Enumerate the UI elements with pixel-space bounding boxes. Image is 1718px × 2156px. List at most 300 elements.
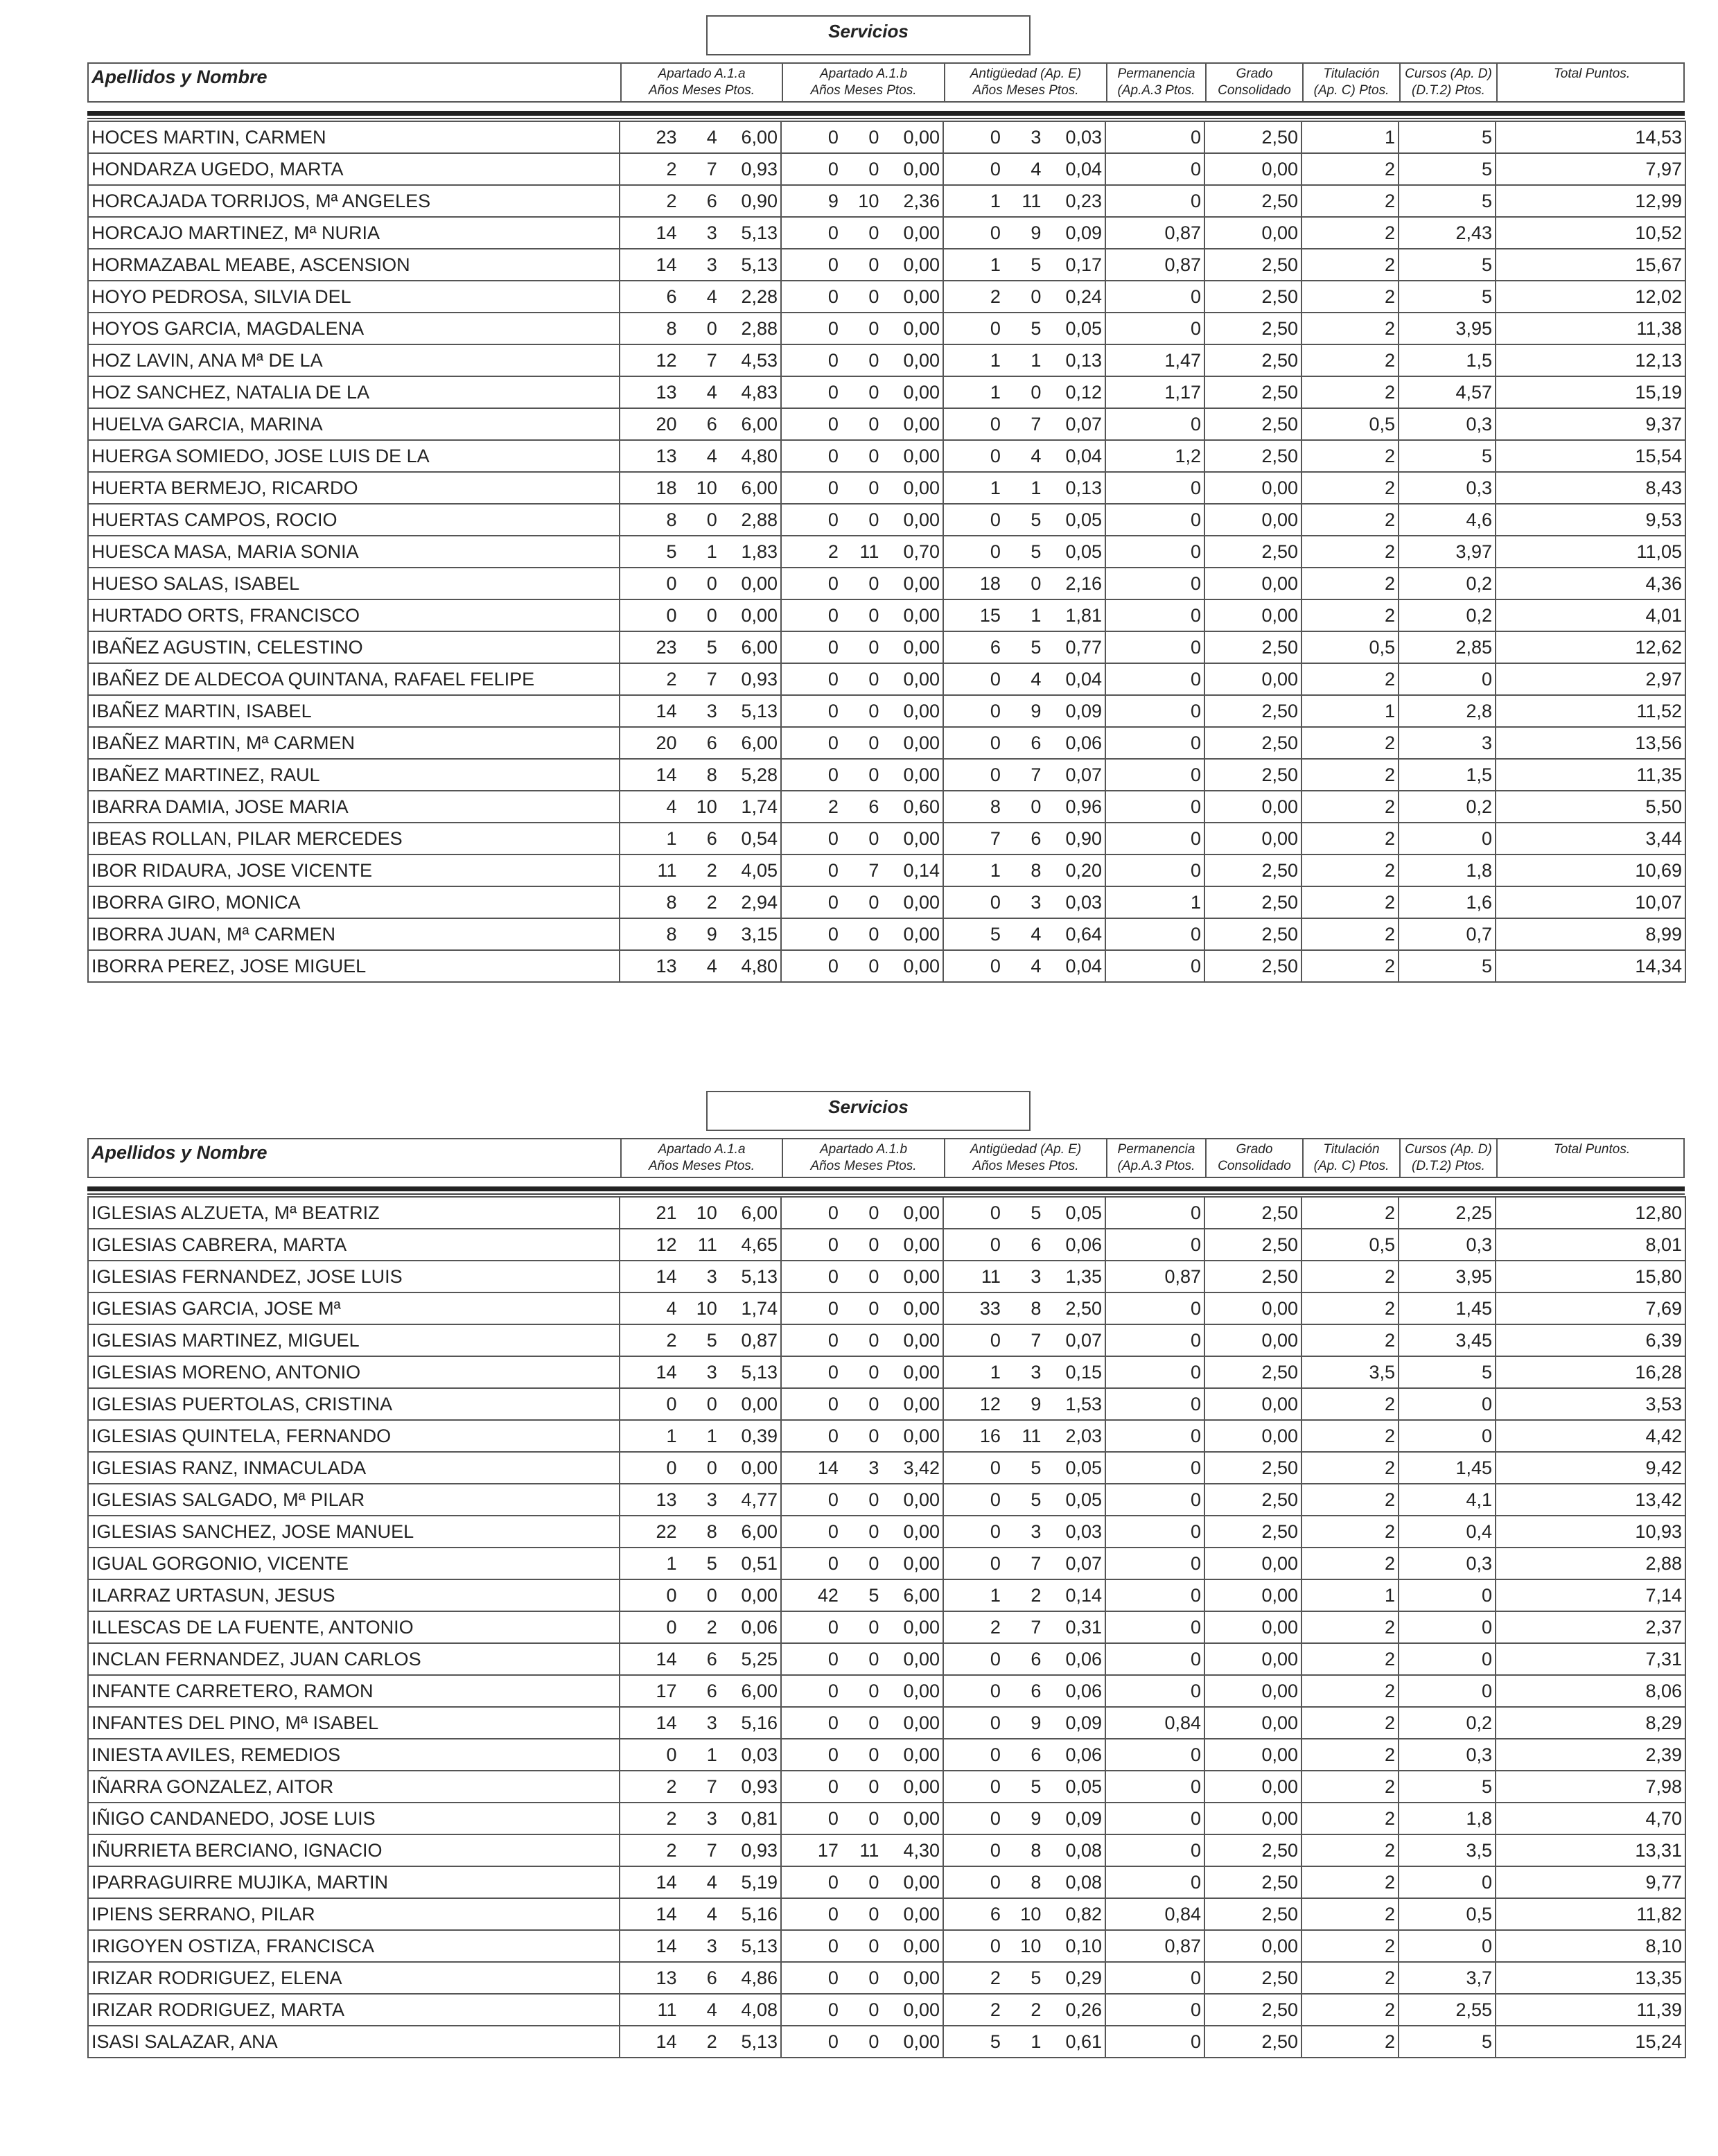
column-header-line2: Años Meses Ptos. xyxy=(810,1159,917,1173)
cell-value: 6,00 xyxy=(741,1520,778,1542)
years-months-points xyxy=(781,1675,943,1707)
cell-value: 0 xyxy=(827,1648,839,1669)
cell-value: 0 xyxy=(827,222,839,243)
cell-value: 6 xyxy=(706,1648,717,1669)
years-months-points xyxy=(781,1834,943,1866)
person-name: IÑARRA GONZALEZ, AITOR xyxy=(88,1771,620,1803)
total-points: 9,37 xyxy=(1496,408,1685,440)
cell-value: 0 xyxy=(868,317,879,339)
total-points: 11,38 xyxy=(1496,313,1685,344)
cell-value: 2 xyxy=(706,891,717,913)
years-months-points xyxy=(943,823,1105,854)
points-value: 5 xyxy=(1399,950,1496,982)
years-months-points xyxy=(781,568,943,599)
table-row xyxy=(88,2026,1685,2058)
person-name: IGUAL GORGONIO, VICENTE xyxy=(88,1548,620,1579)
points-value: 0 xyxy=(1105,2026,1204,2058)
cell-value: 0,06 xyxy=(1065,1744,1102,1765)
years-months-points xyxy=(943,1962,1105,1994)
person-name: IBORRA GIRO, MONICA xyxy=(88,886,620,918)
table-row xyxy=(88,950,1685,982)
years-months-points xyxy=(620,344,781,376)
total-points: 11,05 xyxy=(1496,536,1685,568)
total-points: 11,35 xyxy=(1496,759,1685,791)
cell-value: 8 xyxy=(666,509,677,530)
cell-value: 0 xyxy=(1031,796,1042,817)
points-value: 0 xyxy=(1105,1484,1204,1516)
points-value: 2,50 xyxy=(1204,886,1301,918)
person-name: HUERTA BERMEJO, RICARDO xyxy=(88,472,620,504)
points-value: 0 xyxy=(1105,1388,1204,1420)
cell-value: 1 xyxy=(990,859,1001,881)
points-value: 2 xyxy=(1301,1261,1399,1292)
cell-value: 4 xyxy=(1031,923,1042,945)
years-months-points xyxy=(943,759,1105,791)
table-row xyxy=(88,281,1685,313)
years-months-points xyxy=(620,504,781,536)
cell-value: 4,80 xyxy=(741,445,778,466)
cell-value: 18 xyxy=(979,572,1001,594)
years-months-points xyxy=(781,854,943,886)
cell-value: 20 xyxy=(656,732,677,753)
cell-value: 2 xyxy=(990,286,1001,307)
cell-value: 5 xyxy=(1031,1776,1042,1797)
points-value: 0 xyxy=(1399,1643,1496,1675)
cell-value: 0 xyxy=(827,1234,839,1255)
points-value: 5 xyxy=(1399,2026,1496,2058)
points-value: 2 xyxy=(1301,1834,1399,1866)
cell-value: 0,00 xyxy=(903,1807,940,1829)
cell-value: 1,53 xyxy=(1065,1393,1102,1414)
cell-value: 0,00 xyxy=(903,1234,940,1255)
years-months-points xyxy=(943,344,1105,376)
cell-value: 0 xyxy=(868,445,879,466)
cell-value: 0,06 xyxy=(741,1616,778,1638)
cell-value: 3 xyxy=(1031,891,1042,913)
points-value: 0,3 xyxy=(1399,472,1496,504)
points-value: 5 xyxy=(1399,249,1496,281)
years-months-points xyxy=(781,2026,943,2058)
cell-value: 8 xyxy=(666,891,677,913)
cell-value: 2 xyxy=(706,2031,717,2052)
points-value: 2,50 xyxy=(1204,727,1301,759)
points-value: 3,5 xyxy=(1301,1356,1399,1388)
points-value: 2,50 xyxy=(1204,1866,1301,1898)
cell-value: 1 xyxy=(1031,604,1042,626)
years-months-points xyxy=(620,1579,781,1611)
cell-value: 0 xyxy=(990,509,1001,530)
cell-value: 0,00 xyxy=(903,1903,940,1925)
total-points: 11,39 xyxy=(1496,1994,1685,2026)
years-months-points xyxy=(781,1962,943,1994)
cell-value: 0 xyxy=(868,636,879,658)
cell-value: 5,16 xyxy=(741,1903,778,1925)
cell-value: 6 xyxy=(706,190,717,211)
years-months-points xyxy=(943,1292,1105,1324)
years-months-points xyxy=(620,1675,781,1707)
column-header-line1: Grado xyxy=(1236,1142,1273,1157)
years-months-points xyxy=(943,663,1105,695)
cell-value: 0 xyxy=(666,1744,677,1765)
data-table xyxy=(87,121,1686,983)
person-name: HUESO SALAS, ISABEL xyxy=(88,568,620,599)
points-value: 2,50 xyxy=(1204,950,1301,982)
cell-value: 5 xyxy=(706,1329,717,1351)
cell-value: 6,00 xyxy=(741,126,778,148)
years-months-points xyxy=(781,1197,943,1229)
points-value: 0,00 xyxy=(1204,1548,1301,1579)
column-header-line2: (D.T.2) Ptos. xyxy=(1412,83,1485,98)
points-value: 0 xyxy=(1105,1962,1204,1994)
column-header xyxy=(1205,64,1302,101)
cell-value: 0,04 xyxy=(1065,668,1102,690)
cell-value: 0 xyxy=(827,1361,839,1383)
cell-value: 0 xyxy=(827,1744,839,1765)
cell-value: 0 xyxy=(990,1744,1001,1765)
cell-value: 0 xyxy=(990,445,1001,466)
cell-value: 0,05 xyxy=(1065,1489,1102,1510)
cell-value: 5 xyxy=(990,2031,1001,2052)
years-months-points xyxy=(943,1324,1105,1356)
cell-value: 14 xyxy=(656,1935,677,1956)
cell-value: 4,05 xyxy=(741,859,778,881)
points-value: 0 xyxy=(1399,1675,1496,1707)
years-months-points xyxy=(781,695,943,727)
years-months-points xyxy=(781,153,943,185)
cell-value: 11 xyxy=(1022,1425,1042,1446)
points-value: 0 xyxy=(1399,1866,1496,1898)
points-value: 2 xyxy=(1301,1611,1399,1643)
points-value: 1 xyxy=(1301,695,1399,727)
points-value: 2 xyxy=(1301,1866,1399,1898)
table-row xyxy=(88,1994,1685,2026)
person-name: IBORRA PEREZ, JOSE MIGUEL xyxy=(88,950,620,982)
years-months-points xyxy=(943,1930,1105,1962)
years-months-points xyxy=(620,313,781,344)
cell-value: 0,04 xyxy=(1065,955,1102,976)
total-points: 4,70 xyxy=(1496,1803,1685,1834)
cell-value: 5,13 xyxy=(741,1935,778,1956)
points-value: 0 xyxy=(1105,185,1204,217)
years-months-points xyxy=(620,249,781,281)
points-value: 2 xyxy=(1301,663,1399,695)
cell-value: 6,00 xyxy=(903,1584,940,1606)
cell-value: 18 xyxy=(656,477,677,498)
cell-value: 0 xyxy=(827,413,839,435)
cell-value: 7 xyxy=(706,1839,717,1861)
points-value: 5 xyxy=(1399,440,1496,472)
table-row xyxy=(88,1261,1685,1292)
table-row xyxy=(88,472,1685,504)
points-value: 2 xyxy=(1301,1388,1399,1420)
points-value: 0,00 xyxy=(1204,1771,1301,1803)
cell-value: 5 xyxy=(868,1584,879,1606)
years-months-points xyxy=(943,1484,1105,1516)
cell-value: 0 xyxy=(827,1807,839,1829)
cell-value: 1 xyxy=(1031,349,1042,371)
points-value: 0,2 xyxy=(1399,599,1496,631)
cell-value: 3 xyxy=(706,254,717,275)
years-months-points xyxy=(620,536,781,568)
cell-value: 3 xyxy=(1031,126,1042,148)
points-value: 0,84 xyxy=(1105,1898,1204,1930)
points-value: 0 xyxy=(1105,791,1204,823)
cell-value: 0 xyxy=(868,1776,879,1797)
points-value: 0 xyxy=(1105,599,1204,631)
years-months-points xyxy=(781,1643,943,1675)
cell-value: 10 xyxy=(1020,1903,1042,1925)
cell-value: 6 xyxy=(1031,1680,1042,1701)
cell-value: 0,00 xyxy=(903,1361,940,1383)
data-table xyxy=(87,1196,1686,2058)
total-points: 8,99 xyxy=(1496,918,1685,950)
points-value: 3,5 xyxy=(1399,1834,1496,1866)
years-months-points xyxy=(620,1452,781,1484)
years-months-points xyxy=(943,1516,1105,1548)
cell-value: 2 xyxy=(666,1807,677,1829)
cell-value: 0 xyxy=(827,1999,839,2020)
points-value: 2 xyxy=(1301,1898,1399,1930)
cell-value: 0,17 xyxy=(1065,254,1102,275)
column-header-row xyxy=(87,62,1685,103)
cell-value: 0 xyxy=(827,572,839,594)
cell-value: 4 xyxy=(706,286,717,307)
cell-value: 7 xyxy=(706,668,717,690)
points-value: 4,6 xyxy=(1399,504,1496,536)
cell-value: 3 xyxy=(868,1457,879,1478)
table-row xyxy=(88,663,1685,695)
cell-value: 5 xyxy=(1031,636,1042,658)
cell-value: 0 xyxy=(990,1329,1001,1351)
cell-value: 0,04 xyxy=(1065,158,1102,179)
points-value: 2 xyxy=(1301,440,1399,472)
years-months-points xyxy=(620,854,781,886)
cell-value: 2 xyxy=(666,1839,677,1861)
points-value: 2 xyxy=(1301,1707,1399,1739)
years-months-points xyxy=(943,121,1105,153)
cell-value: 2 xyxy=(666,158,677,179)
cell-value: 3 xyxy=(1031,1265,1042,1287)
cell-value: 0,87 xyxy=(741,1329,778,1351)
cell-value: 0 xyxy=(827,1520,839,1542)
cell-value: 4,65 xyxy=(741,1234,778,1255)
points-value: 0 xyxy=(1105,1611,1204,1643)
points-value: 2,50 xyxy=(1204,1834,1301,1866)
points-value: 0 xyxy=(1105,1739,1204,1771)
points-value: 2,50 xyxy=(1204,1197,1301,1229)
points-value: 2 xyxy=(1301,1803,1399,1834)
years-months-points xyxy=(620,1898,781,1930)
cell-value: 0,54 xyxy=(741,827,778,849)
points-value: 0 xyxy=(1105,695,1204,727)
years-months-points xyxy=(620,1994,781,2026)
cell-value: 6 xyxy=(1031,827,1042,849)
cell-value: 0,00 xyxy=(903,222,940,243)
cell-value: 5 xyxy=(706,636,717,658)
column-header xyxy=(1399,1139,1496,1177)
total-points: 7,98 xyxy=(1496,1771,1685,1803)
points-value: 1,45 xyxy=(1399,1452,1496,1484)
cell-value: 2 xyxy=(666,190,677,211)
total-points: 9,42 xyxy=(1496,1452,1685,1484)
cell-value: 0 xyxy=(868,1520,879,1542)
cell-value: 0,00 xyxy=(903,1489,940,1510)
total-points: 8,06 xyxy=(1496,1675,1685,1707)
years-months-points xyxy=(943,313,1105,344)
cell-value: 4 xyxy=(1031,158,1042,179)
cell-value: 3,42 xyxy=(903,1457,940,1478)
years-months-points xyxy=(943,1611,1105,1643)
cell-value: 0,00 xyxy=(741,604,778,626)
cell-value: 7 xyxy=(868,859,879,881)
cell-value: 14 xyxy=(656,1871,677,1893)
cell-value: 0 xyxy=(827,1202,839,1223)
cell-value: 3 xyxy=(706,1712,717,1733)
cell-value: 0 xyxy=(990,1202,1001,1223)
person-name: HUERTAS CAMPOS, ROCIO xyxy=(88,504,620,536)
cell-value: 0,09 xyxy=(1065,700,1102,721)
cell-value: 9 xyxy=(827,190,839,211)
person-name: IBAÑEZ MARTIN, ISABEL xyxy=(88,695,620,727)
years-months-points xyxy=(620,1866,781,1898)
cell-value: 0 xyxy=(868,572,879,594)
years-months-points xyxy=(943,1994,1105,2026)
cell-value: 0,00 xyxy=(903,1616,940,1638)
cell-value: 0,00 xyxy=(903,413,940,435)
cell-value: 0 xyxy=(990,158,1001,179)
points-value: 2 xyxy=(1301,1197,1399,1229)
cell-value: 20 xyxy=(656,413,677,435)
person-name: IBEAS ROLLAN, PILAR MERCEDES xyxy=(88,823,620,854)
cell-value: 0 xyxy=(827,477,839,498)
points-value: 0 xyxy=(1105,1356,1204,1388)
cell-value: 5 xyxy=(1031,1967,1042,1988)
cell-value: 12 xyxy=(979,1393,1001,1414)
cell-value: 1 xyxy=(990,1361,1001,1383)
cell-value: 11 xyxy=(981,1265,1001,1287)
total-points: 2,88 xyxy=(1496,1548,1685,1579)
cell-value: 9 xyxy=(1031,1807,1042,1829)
cell-value: 3 xyxy=(706,1265,717,1287)
cell-value: 10 xyxy=(696,1202,717,1223)
column-header-line2: (Ap.A.3 Ptos. xyxy=(1117,1159,1195,1173)
points-value: 0 xyxy=(1105,536,1204,568)
cell-value: 0,29 xyxy=(1065,1967,1102,1988)
cell-value: 1 xyxy=(990,1584,1001,1606)
cell-value: 0 xyxy=(868,732,879,753)
total-points: 7,97 xyxy=(1496,153,1685,185)
years-months-points xyxy=(620,281,781,313)
column-header xyxy=(1496,64,1686,101)
years-months-points xyxy=(620,1388,781,1420)
points-value: 2 xyxy=(1301,1292,1399,1324)
points-value: 3,97 xyxy=(1399,536,1496,568)
cell-value: 4 xyxy=(706,126,717,148)
person-name: IGLESIAS SALGADO, Mª PILAR xyxy=(88,1484,620,1516)
points-value: 0 xyxy=(1105,472,1204,504)
cell-value: 0,00 xyxy=(903,477,940,498)
cell-value: 0 xyxy=(868,1967,879,1988)
points-value: 0,00 xyxy=(1204,1420,1301,1452)
table-row xyxy=(88,1484,1685,1516)
table-row xyxy=(88,759,1685,791)
cell-value: 0,00 xyxy=(903,445,940,466)
table-row xyxy=(88,1548,1685,1579)
years-months-points xyxy=(620,695,781,727)
cell-value: 6,00 xyxy=(741,413,778,435)
points-value: 2,50 xyxy=(1204,440,1301,472)
cell-value: 0 xyxy=(990,317,1001,339)
cell-value: 0 xyxy=(706,604,717,626)
points-value: 0 xyxy=(1105,727,1204,759)
years-months-points xyxy=(943,886,1105,918)
cell-value: 0 xyxy=(827,859,839,881)
total-points: 11,52 xyxy=(1496,695,1685,727)
cell-value: 0 xyxy=(827,827,839,849)
table-row xyxy=(88,1229,1685,1261)
points-value: 2 xyxy=(1301,823,1399,854)
years-months-points xyxy=(620,568,781,599)
table-row xyxy=(88,1356,1685,1388)
table-row xyxy=(88,185,1685,217)
person-name: IGLESIAS FERNANDEZ, JOSE LUIS xyxy=(88,1261,620,1292)
total-points: 12,02 xyxy=(1496,281,1685,313)
cell-value: 2 xyxy=(666,1776,677,1797)
total-points: 8,01 xyxy=(1496,1229,1685,1261)
years-months-points xyxy=(943,1898,1105,1930)
cell-value: 2,03 xyxy=(1065,1425,1102,1446)
points-value: 0,00 xyxy=(1204,472,1301,504)
cell-value: 0,00 xyxy=(903,254,940,275)
cell-value: 0,13 xyxy=(1065,477,1102,498)
cell-value: 4,30 xyxy=(903,1839,940,1861)
table-row xyxy=(88,568,1685,599)
cell-value: 0,00 xyxy=(903,1967,940,1988)
points-value: 2,50 xyxy=(1204,918,1301,950)
cell-value: 5,13 xyxy=(741,700,778,721)
cell-value: 0 xyxy=(827,445,839,466)
table-row xyxy=(88,376,1685,408)
points-value: 0 xyxy=(1105,1516,1204,1548)
header-separator-thin xyxy=(87,1193,1685,1195)
servicios-header: Servicios xyxy=(706,1091,1031,1131)
person-name: IGLESIAS QUINTELA, FERNANDO xyxy=(88,1420,620,1452)
cell-value: 0,06 xyxy=(1065,1680,1102,1701)
cell-value: 2,50 xyxy=(1065,1297,1102,1319)
column-header-line2: Años Meses Ptos. xyxy=(648,83,755,98)
table-row xyxy=(88,1292,1685,1324)
cell-value: 0 xyxy=(1031,286,1042,307)
cell-value: 0 xyxy=(868,1265,879,1287)
cell-value: 0 xyxy=(868,955,879,976)
points-value: 3,95 xyxy=(1399,1261,1496,1292)
cell-value: 2,36 xyxy=(903,190,940,211)
cell-value: 0,00 xyxy=(903,1329,940,1351)
cell-value: 0,00 xyxy=(903,317,940,339)
name-column-header: Apellidos y Nombre xyxy=(91,67,268,87)
cell-value: 0,20 xyxy=(1065,859,1102,881)
years-months-points xyxy=(943,2026,1105,2058)
column-header xyxy=(1302,1139,1399,1177)
years-months-points xyxy=(620,631,781,663)
column-header-line2: (Ap. C) Ptos. xyxy=(1313,83,1390,98)
cell-value: 0,31 xyxy=(1065,1616,1102,1638)
column-header-line1: Apartado A.1.a xyxy=(658,1142,746,1157)
cell-value: 0 xyxy=(868,1234,879,1255)
table-row xyxy=(88,791,1685,823)
person-name: IPIENS SERRANO, PILAR xyxy=(88,1898,620,1930)
points-value: 0 xyxy=(1105,1643,1204,1675)
